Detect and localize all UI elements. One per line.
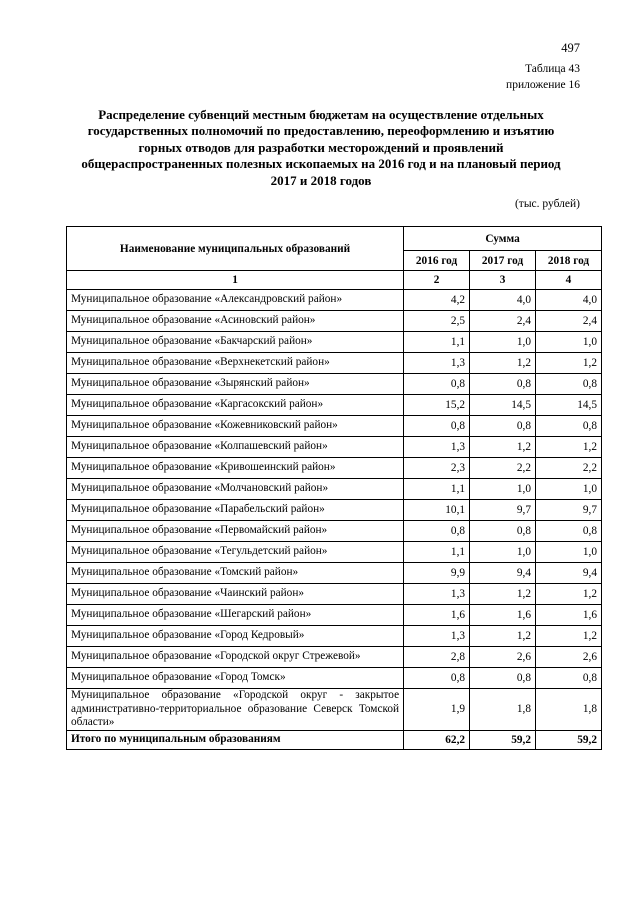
value-2016: 2,5 [404,311,470,332]
header-year-2016: 2016 год [404,251,470,271]
value-2017: 1,6 [470,605,536,626]
table-row [67,479,602,500]
value-2018: 9,7 [536,500,602,521]
table-row [67,395,602,416]
column-number: 4 [536,271,602,290]
table-row [67,353,602,374]
total-label: Итого по муниципальным образованиям [67,730,404,749]
value-2017: 1,2 [470,353,536,374]
value-2016: 10,1 [404,500,470,521]
municipality-name: Муниципальное образование «Зырянский район» [67,374,404,395]
table-row [67,521,602,542]
table-row [67,668,602,689]
column-number: 1 [67,271,404,290]
municipality-name: Муниципальное образование «Тегульдетский район» [67,542,404,563]
appendix-label: приложение 16 [506,79,580,91]
municipality-name: Муниципальное образование «Первомайский район» [67,521,404,542]
table-row [67,416,602,437]
header-year-2017: 2017 год [470,251,536,271]
value-2016: 1,9 [404,689,470,731]
value-2016: 15,2 [404,395,470,416]
value-2017: 1,2 [470,584,536,605]
value-2016: 1,3 [404,626,470,647]
value-2017: 2,4 [470,311,536,332]
document-title: Распределение субвенций местным бюджетам на осуществление отдельных государственных полномочий по предоставлению, переоформлению и изъятию горных отводов для разработки месторождений и проявлений общераспространенных полезных ископаемых на 2016 год и на плановый период 2017 и 2018 годов [81,107,561,188]
value-2018: 1,2 [536,437,602,458]
value-2016: 1,3 [404,437,470,458]
total-2017: 59,2 [470,730,536,749]
value-2018: 9,4 [536,563,602,584]
value-2018: 2,4 [536,311,602,332]
value-2018: 1,0 [536,332,602,353]
header-year-2018: 2018 год [536,251,602,271]
municipality-name: Муниципальное образование «Кожевниковский район» [67,416,404,437]
value-2016: 1,1 [404,542,470,563]
header-sum: Сумма [404,227,602,251]
value-2018: 1,2 [536,626,602,647]
value-2018: 4,0 [536,290,602,311]
value-2017: 1,8 [470,689,536,731]
value-2016: 1,3 [404,353,470,374]
municipality-name: Муниципальное образование «Молчановский район» [67,479,404,500]
table-row [67,332,602,353]
municipality-name: Муниципальное образование «Бакчарский район» [67,332,404,353]
table-row [67,311,602,332]
value-2017: 9,4 [470,563,536,584]
value-2016: 1,1 [404,479,470,500]
value-2017: 4,0 [470,290,536,311]
total-row [67,730,602,749]
column-number: 2 [404,271,470,290]
municipality-name: Муниципальное образование «Шегарский район» [67,605,404,626]
value-2016: 0,8 [404,416,470,437]
value-2017: 0,8 [470,416,536,437]
header-name: Наименование муниципальных образований [67,227,404,271]
table-row [67,374,602,395]
subvention-table [66,226,602,750]
value-2017: 1,0 [470,479,536,500]
value-2018: 1,2 [536,584,602,605]
table-row [67,437,602,458]
value-2018: 1,6 [536,605,602,626]
value-2016: 0,8 [404,374,470,395]
value-2016: 1,3 [404,584,470,605]
value-2017: 0,8 [470,521,536,542]
value-2017: 1,2 [470,437,536,458]
value-2018: 1,2 [536,353,602,374]
value-2017: 1,0 [470,332,536,353]
value-2016: 1,1 [404,332,470,353]
value-2018: 1,0 [536,479,602,500]
value-2018: 0,8 [536,521,602,542]
value-2017: 9,7 [470,500,536,521]
municipality-name: Муниципальное образование «Колпашевский район» [67,437,404,458]
municipality-name: Муниципальное образование «Парабельский район» [67,500,404,521]
municipality-name: Муниципальное образование «Томский район» [67,563,404,584]
municipality-name: Муниципальное образование «Верхнекетский район» [67,353,404,374]
value-2017: 0,8 [470,374,536,395]
value-2016: 2,3 [404,458,470,479]
table-body [67,290,602,731]
table-row [67,500,602,521]
municipality-name: Муниципальное образование «Асиновский район» [67,311,404,332]
municipality-name: Муниципальное образование «Город Кедровый» [67,626,404,647]
value-2017: 1,0 [470,542,536,563]
value-2018: 0,8 [536,416,602,437]
value-2016: 0,8 [404,668,470,689]
page-number: 497 [561,41,580,55]
value-2018: 0,8 [536,374,602,395]
value-2018: 14,5 [536,395,602,416]
value-2018: 1,8 [536,689,602,731]
municipality-name: Муниципальное образование «Кривошеинский район» [67,458,404,479]
value-2017: 0,8 [470,668,536,689]
value-2016: 2,8 [404,647,470,668]
value-2017: 2,2 [470,458,536,479]
value-2017: 1,2 [470,626,536,647]
value-2016: 1,6 [404,605,470,626]
municipality-name: Муниципальное образование «Город Томск» [67,668,404,689]
table-row [67,542,602,563]
units-label: (тыс. рублей) [514,198,580,210]
table-row [67,584,602,605]
table-row [67,563,602,584]
municipality-name: Муниципальное образование «Чаинский район» [67,584,404,605]
municipality-name: Муниципальное образование «Городской округ - закрытое административно-территориальное образование Северск Томской области» [67,689,404,731]
value-2017: 2,6 [470,647,536,668]
municipality-name: Муниципальное образование «Городской округ Стрежевой» [67,647,404,668]
column-number: 3 [470,271,536,290]
table-row [67,647,602,668]
value-2018: 1,0 [536,542,602,563]
table-row [67,290,602,311]
table-row [67,605,602,626]
total-2016: 62,2 [404,730,470,749]
municipality-name: Муниципальное образование «Каргасокский район» [67,395,404,416]
value-2018: 2,6 [536,647,602,668]
total-2018: 59,2 [536,730,602,749]
value-2017: 14,5 [470,395,536,416]
table-row [67,626,602,647]
value-2018: 2,2 [536,458,602,479]
table-row [67,458,602,479]
value-2016: 4,2 [404,290,470,311]
table-label: Таблица 43 [525,63,580,75]
table-row [67,689,602,731]
value-2016: 0,8 [404,521,470,542]
municipality-name: Муниципальное образование «Александровский район» [67,290,404,311]
table-reference [506,61,580,93]
value-2016: 9,9 [404,563,470,584]
value-2018: 0,8 [536,668,602,689]
